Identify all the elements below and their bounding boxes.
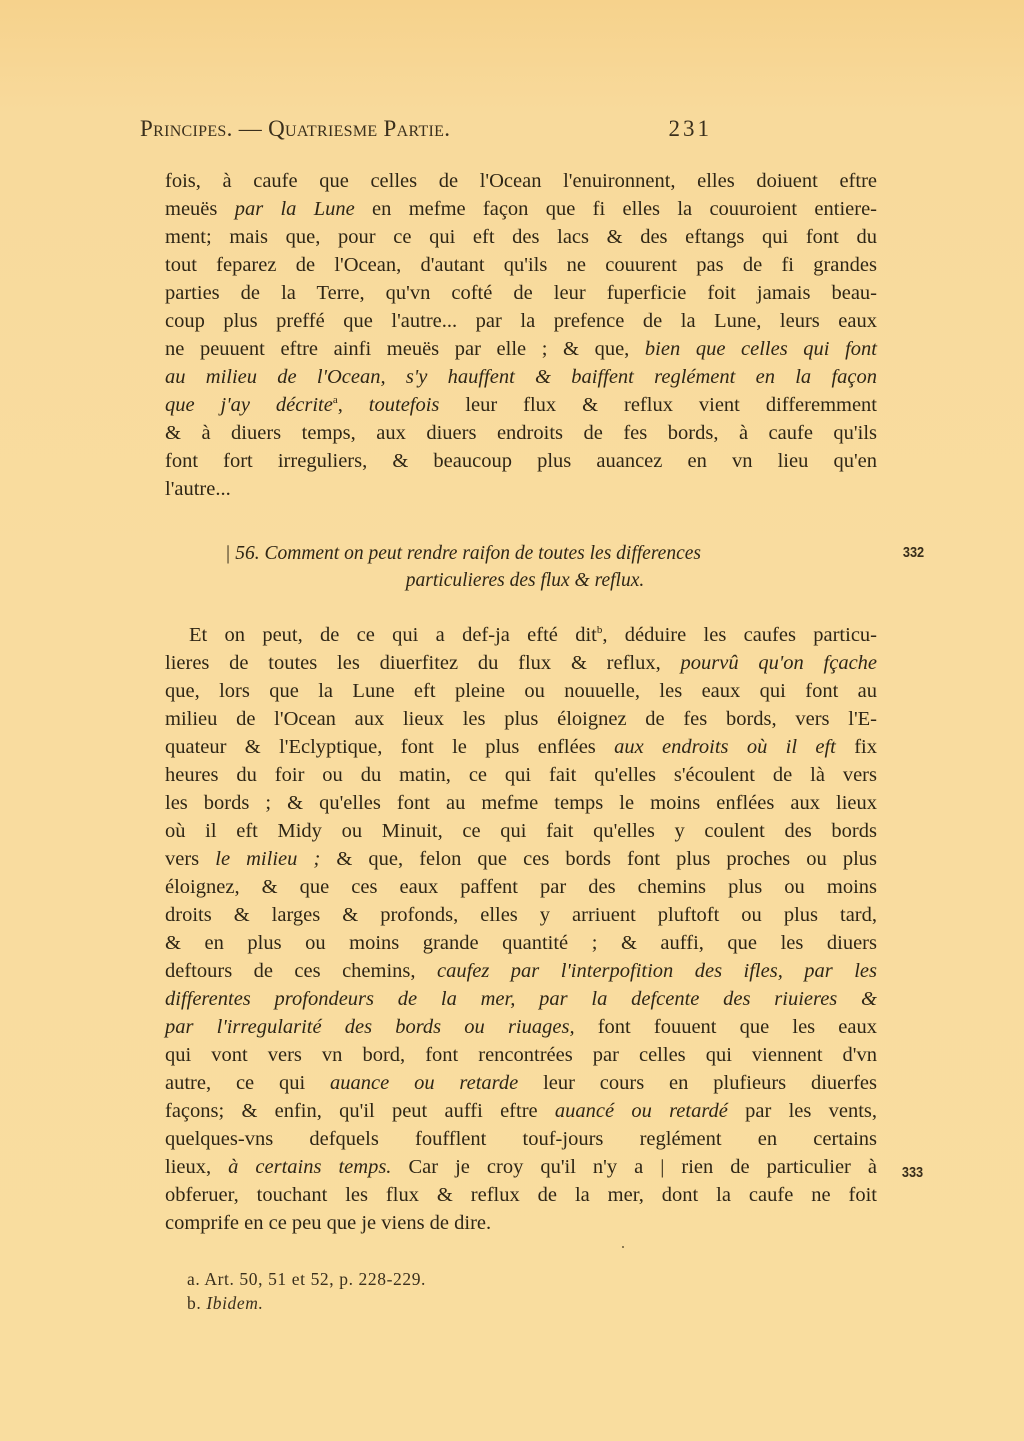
running-head-title: Principes. — Quatriesme Partie. — [140, 116, 451, 141]
text-run: milieu de l'Ocean aux lieux les plus éloignez de fes bords, vers l'E- — [165, 708, 877, 730]
margin-page-number: 333 — [901, 1164, 924, 1181]
text-line — [165, 901, 877, 929]
text-line — [165, 1181, 877, 1209]
text-line — [165, 621, 877, 649]
text-line — [165, 1069, 877, 1097]
text-run: font fouuent que les eaux — [574, 1016, 878, 1038]
text-line — [165, 873, 877, 901]
text-run: Car je croy qu'il n'y a | rien de particulier à — [391, 1156, 877, 1178]
italic-run: aux endroits où il eft — [614, 736, 836, 758]
print-speck — [622, 1246, 624, 1248]
footnote-mark: b. — [187, 1293, 207, 1313]
text-line — [165, 195, 877, 223]
italic-run: au milieu de l'Ocean, s'y hauffent & baiffent reglément en la façon — [165, 366, 877, 388]
text-run: façons; & enfin, qu'il peut auffi eftre — [165, 1100, 555, 1122]
running-head — [140, 116, 712, 148]
footnotes — [187, 1267, 426, 1315]
text-line — [165, 817, 877, 845]
text-line — [165, 1153, 877, 1181]
text-line — [165, 929, 877, 957]
footnote — [187, 1291, 426, 1315]
text-line — [165, 985, 877, 1013]
text-run: font fort irreguliers, & beaucoup plus auancez en vn lieu qu'en — [165, 450, 877, 472]
text-line — [165, 307, 877, 335]
text-line — [165, 1097, 877, 1125]
section-heading-line-1: | 56. Comment on peut rendre raifon de toutes les differences — [225, 543, 701, 564]
italic-run: auancé ou retardé — [554, 1100, 728, 1122]
text-line — [165, 447, 877, 475]
italic-run: à certains temps. — [228, 1156, 392, 1178]
text-run: , déduire les caufes particu- — [602, 624, 878, 646]
text-run: fix — [835, 736, 877, 758]
margin-page-number: 332 — [902, 544, 925, 561]
text-run: & à diuers temps, aux diuers endroits de fes bords, à caufe qu'ils — [165, 422, 877, 444]
italic-run: toutefois — [368, 394, 440, 416]
text-run: autre, ce qui — [165, 1072, 331, 1094]
text-line — [165, 419, 877, 447]
text-run: en mefme façon que fi elles la couuroient entiere- — [354, 198, 878, 220]
text-run: qui vont vers vn bord, font rencontrées par celles qui viennent d'vn — [165, 1044, 877, 1066]
text-run: , — [337, 394, 369, 416]
text-line — [165, 733, 877, 761]
text-line — [165, 649, 877, 677]
footnote-ref: a — [332, 394, 338, 407]
text-run: quateur & l'Eclyptique, font le plus enflées — [165, 736, 615, 758]
text-run: tout feparez de l'Ocean, d'autant qu'ils ne couurent pas de fi grandes — [165, 254, 877, 276]
text-line — [165, 251, 877, 279]
italic-run: caufez par l'interpofition des ifles, par les — [436, 960, 877, 982]
text-run: éloignez, & que ces eaux paffent par des chemins plus ou moins — [165, 876, 877, 898]
text-line — [165, 1013, 877, 1041]
text-line — [165, 279, 877, 307]
text-run: comprife en ce peu que je viens de dire. — [165, 1212, 492, 1234]
footnote-text: Art. 50, 51 et 52, p. 228-229. — [204, 1269, 427, 1289]
text-line — [165, 475, 877, 503]
italic-run: par la Lune — [234, 198, 355, 220]
italic-run: par l'irregularité des bords ou riuages, — [165, 1016, 575, 1038]
text-line — [165, 789, 877, 817]
text-line — [165, 1125, 877, 1153]
text-run: quelques-vns defquels foufflent touf-jours reglément en certains — [165, 1128, 877, 1150]
text-run: & que, felon que ces bords font plus proches ou plus — [320, 848, 877, 870]
text-run: Et on peut, de ce qui a def-ja efté dit — [189, 624, 597, 646]
text-line — [165, 761, 877, 789]
text-line — [165, 677, 877, 705]
text-run: ment; mais que, pour ce qui eft des lacs & des eftangs qui font du — [165, 226, 877, 248]
section-heading — [225, 540, 825, 594]
text-line — [165, 705, 877, 733]
text-run: ne peuuent eftre ainfi meuës par elle ; & que, — [165, 338, 645, 360]
italic-run: pourvû qu'on fçache — [680, 652, 878, 674]
text-run: vers — [165, 848, 216, 870]
text-run: coup plus preffé que l'autre... par la prefence de la Lune, leurs eaux — [165, 310, 877, 332]
text-run: droits & larges & profonds, elles y arriuent pluftoft ou plus tard, — [165, 904, 877, 926]
text-line — [165, 845, 877, 873]
text-line — [165, 957, 877, 985]
paragraph-article-56 — [165, 621, 877, 1237]
text-line — [165, 223, 877, 251]
text-line — [165, 391, 877, 419]
italic-run: que j'ay décrite — [165, 394, 333, 416]
paragraph-continued — [165, 167, 877, 503]
text-run: lieres de toutes les diuerfitez du flux & reflux, — [165, 652, 681, 674]
text-run: que, lors que la Lune eft pleine ou nouuelle, les eaux qui font au — [165, 680, 877, 702]
text-run: & en plus ou moins grande quantité ; & auffi, que les diuers — [165, 932, 877, 954]
text-run: leur flux & reflux vient differemment — [439, 394, 878, 416]
italic-run: differentes profondeurs de la mer, par la defcente des riuieres & — [165, 988, 877, 1010]
footnote-ref: b — [596, 624, 603, 637]
text-run: meuës — [165, 198, 235, 220]
page-number: 231 — [668, 116, 712, 141]
text-line — [165, 167, 877, 195]
footnote — [187, 1267, 426, 1291]
text-run: où il eft Midy ou Minuit, ce qui fait qu'elles y coulent des bords — [165, 820, 877, 842]
italic-run: auance ou retarde — [330, 1072, 519, 1094]
footnote-text: Ibidem. — [206, 1293, 264, 1313]
italic-run: le milieu ; — [215, 848, 321, 870]
text-run: leur cours en plufieurs diuerfes — [518, 1072, 877, 1094]
text-line — [165, 1209, 877, 1237]
italic-run: bien que celles qui font — [644, 338, 877, 360]
section-heading-line-2: particulieres des flux & reflux. — [405, 570, 645, 591]
text-line — [165, 363, 877, 391]
text-run: l'autre... — [165, 478, 231, 500]
text-run: parties de la Terre, qu'vn cofté de leur fuperficie foit jamais beau- — [165, 282, 877, 304]
text-run: lieux, — [165, 1156, 229, 1178]
text-run: par les vents, — [727, 1100, 877, 1122]
text-run: heures du foir ou du matin, ce qui fait qu'elles s'écoulent de là vers — [165, 764, 877, 786]
text-run: deftours de ces chemins, — [165, 960, 437, 982]
text-line — [165, 1041, 877, 1069]
footnote-mark: a. — [187, 1269, 205, 1289]
text-run: fois, à caufe que celles de l'Ocean l'enuironnent, elles doiuent eftre — [165, 170, 877, 192]
text-line — [165, 335, 877, 363]
text-run: obferuer, touchant les flux & reflux de la mer, dont la caufe ne foit — [165, 1184, 877, 1206]
text-run: les bords ; & qu'elles font au mefme temps le moins enflées aux lieux — [165, 792, 877, 814]
